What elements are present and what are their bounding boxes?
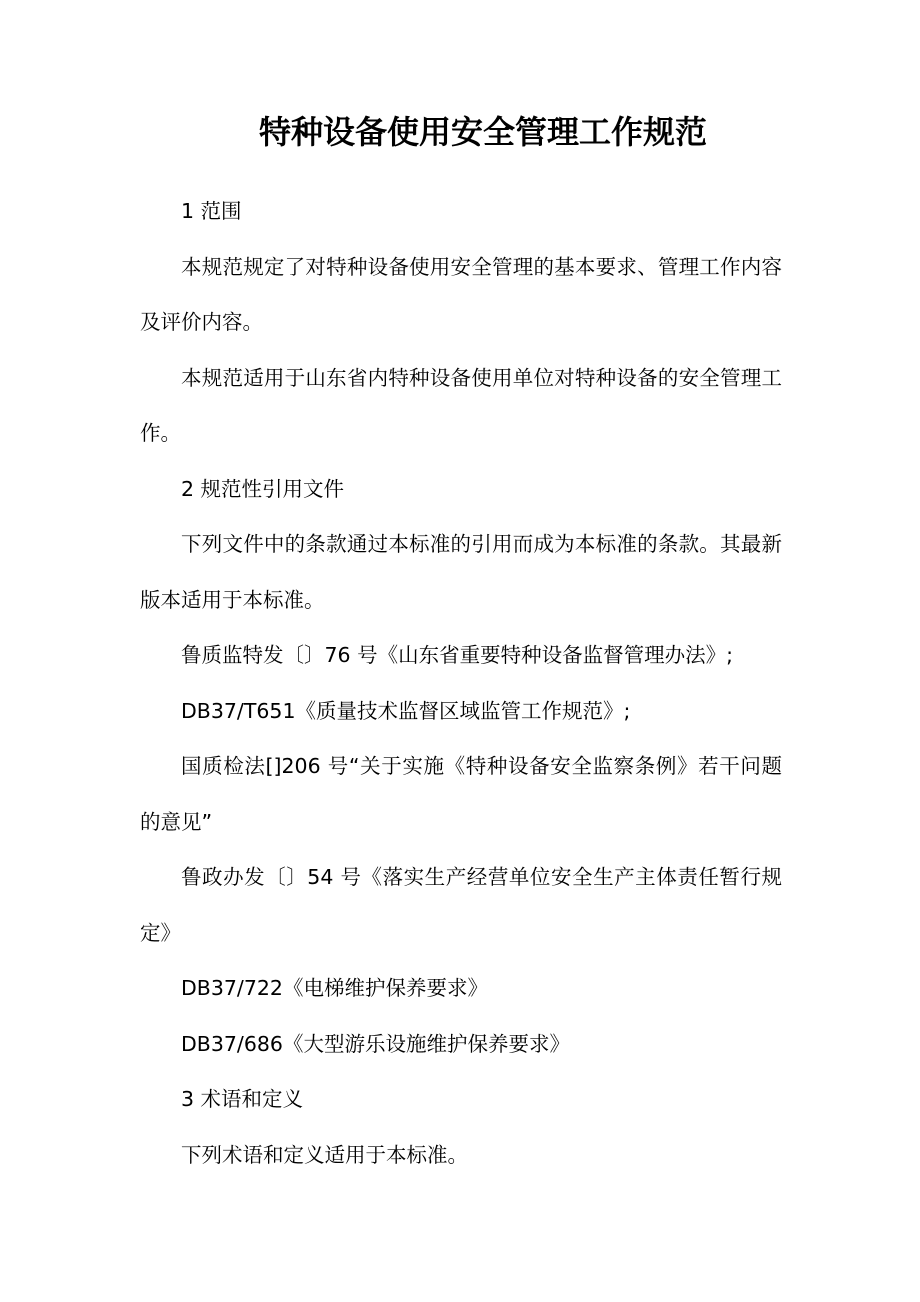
reference-item: 国质检法[]206 号“关于实施《特种设备安全监察条例》若干问题的意见”	[140, 754, 782, 834]
section-heading-terms-definitions: 3 术语和定义	[181, 1087, 304, 1111]
paragraph: 下列文件中的条款通过本标准的引用而成为本标准的条款。其最新版本适用于本标准。	[140, 532, 782, 612]
section-heading-scope: 1 范围	[181, 199, 242, 223]
reference-item: DB37/686《大型游乐设施维护保养要求》	[181, 1031, 570, 1056]
paragraph: 下列术语和定义适用于本标准。	[181, 1142, 468, 1167]
reference-item: DB37/T651《质量技术监督区域监管工作规范》;	[181, 698, 631, 723]
reference-item: 鲁质监特发〔〕76 号《山东省重要特种设备监督管理办法》;	[181, 643, 734, 667]
paragraph: 本规范适用于山东省内特种设备使用单位对特种设备的安全管理工作。	[140, 365, 782, 445]
reference-item: DB37/722《电梯维护保养要求》	[181, 976, 488, 1000]
document-body	[140, 184, 782, 1183]
reference-item: 鲁政办发〔〕54 号《落实生产经营单位安全生产主体责任暂行规定》	[140, 865, 782, 945]
paragraph: 本规范规定了对特种设备使用安全管理的基本要求、管理工作内容及评价内容。	[140, 254, 782, 334]
section-heading-normative-references: 2 规范性引用文件	[181, 476, 345, 501]
document-title: 特种设备使用安全管理工作规范	[258, 113, 707, 151]
